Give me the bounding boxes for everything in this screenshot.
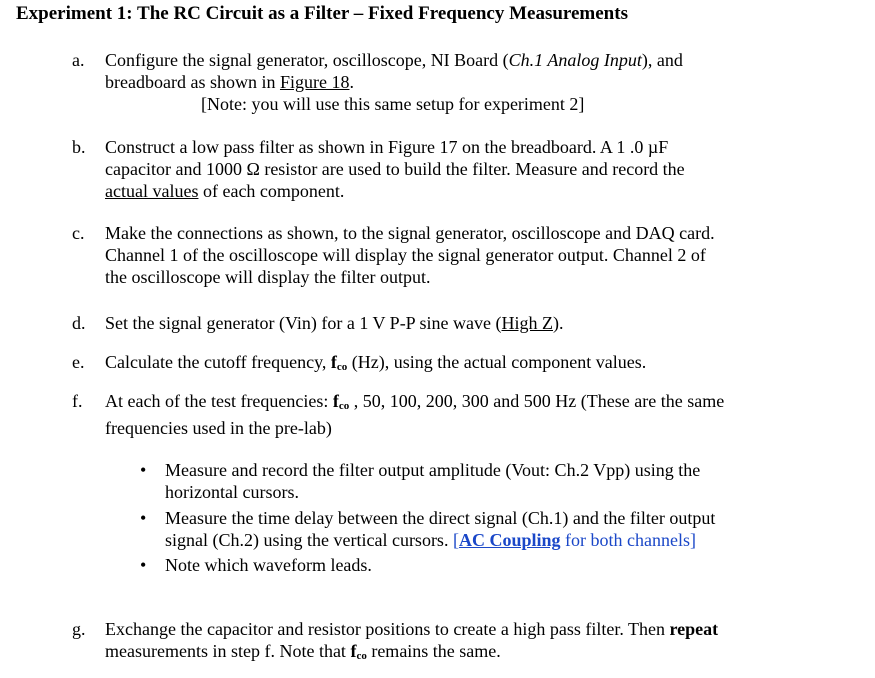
bullet-item	[140, 507, 860, 551]
step-g	[72, 618, 862, 667]
step-c-line-1: Make the connections as shown, to the signal generator, oscilloscope and DAQ card.	[105, 223, 715, 243]
step-a-text-4: .	[349, 72, 354, 92]
figure-18-link[interactable]: Figure 18	[279, 72, 350, 92]
fco-subscript: co	[338, 400, 350, 412]
step-f	[72, 390, 862, 439]
step-marker: a.	[72, 50, 85, 70]
step-f-line-2: frequencies used in the pre-lab)	[105, 418, 332, 438]
step-marker: f.	[72, 391, 83, 411]
bullet-item	[140, 459, 860, 503]
step-b-line-3: of each component.	[198, 181, 345, 201]
repeat-bold: repeat	[669, 619, 719, 639]
step-d-text-2: ).	[553, 313, 564, 333]
step-b-line-2: capacitor and 1000 Ω resistor are used to build the filter. Measure and record the	[105, 159, 685, 179]
step-a	[72, 49, 862, 115]
step-b	[72, 136, 862, 202]
step-marker: g.	[72, 619, 86, 639]
bullet-icon: •	[140, 508, 147, 528]
fco-subscript: co	[356, 650, 367, 662]
step-e-text-2: (Hz), using the actual component values.	[347, 352, 647, 372]
step-d-text-1: Set the signal generator (Vin) for a 1 V P-P sine wave (	[105, 313, 502, 333]
step-g-text-3: remains the same.	[366, 641, 501, 661]
fco-symbol: f	[332, 391, 339, 411]
step-e	[72, 351, 862, 378]
fco-subscript: co	[336, 361, 348, 373]
step-marker: b.	[72, 137, 86, 157]
step-f-text-1: At each of the test frequencies:	[105, 391, 333, 411]
step-a-text-1: Configure the signal generator, oscilloscope, NI Board (	[105, 50, 509, 70]
bullet-3-line-1: Note which waveform leads.	[165, 555, 372, 575]
step-a-italic: Ch.1 Analog Input	[508, 50, 642, 70]
high-z-underlined: High Z	[501, 313, 553, 333]
ac-coupling-link[interactable]: AC Coupling	[458, 530, 561, 550]
step-marker: d.	[72, 313, 86, 333]
bullet-icon: •	[140, 555, 147, 575]
step-a-text-3: breadboard as shown in	[105, 72, 280, 92]
step-e-text-1: Calculate the cutoff frequency,	[105, 352, 331, 372]
bullet-2-line-1: Measure the time delay between the direct signal (Ch.1) and the filter output	[165, 508, 716, 528]
step-g-text-2: measurements in step f. Note that	[105, 641, 351, 661]
step-f-bullet-list	[140, 459, 860, 576]
document-title: Experiment 1: The RC Circuit as a Filter – Fixed Frequency Measurements	[16, 3, 628, 24]
bullet-1-line-2: horizontal cursors.	[165, 482, 299, 502]
step-g-text-1: Exchange the capacitor and resistor positions to create a high pass filter. Then	[105, 619, 670, 639]
step-b-line-1: Construct a low pass filter as shown in Figure 17 on the breadboard. A 1 .0 µF	[105, 137, 669, 157]
bullet-item	[140, 554, 860, 576]
fco-symbol: f	[330, 352, 337, 372]
fco-symbol: f	[350, 641, 357, 661]
step-a-note: [Note: you will use this same setup for experiment 2]	[201, 94, 585, 114]
bullet-2-text: signal (Ch.2) using the vertical cursors.	[165, 530, 453, 550]
bullet-icon: •	[140, 460, 147, 480]
bullet-2-link-rest: for both channels]	[560, 530, 696, 550]
step-d	[72, 312, 862, 334]
step-marker: e.	[72, 352, 85, 372]
actual-values-underlined: actual values	[105, 181, 199, 201]
step-c-line-3: the oscilloscope will display the filter output.	[105, 267, 431, 287]
step-c-line-2: Channel 1 of the oscilloscope will display the signal generator output. Channel 2 of	[105, 245, 706, 265]
step-a-text-2: ), and	[641, 50, 683, 70]
step-c	[72, 222, 862, 288]
bullet-2-bracket: [	[452, 530, 459, 550]
step-f-text-2: , 50, 100, 200, 300 and 500 Hz (These are the same	[349, 391, 725, 411]
step-marker: c.	[72, 223, 85, 243]
bullet-1-line-1: Measure and record the filter output amplitude (Vout: Ch.2 Vpp) using the	[165, 460, 701, 480]
